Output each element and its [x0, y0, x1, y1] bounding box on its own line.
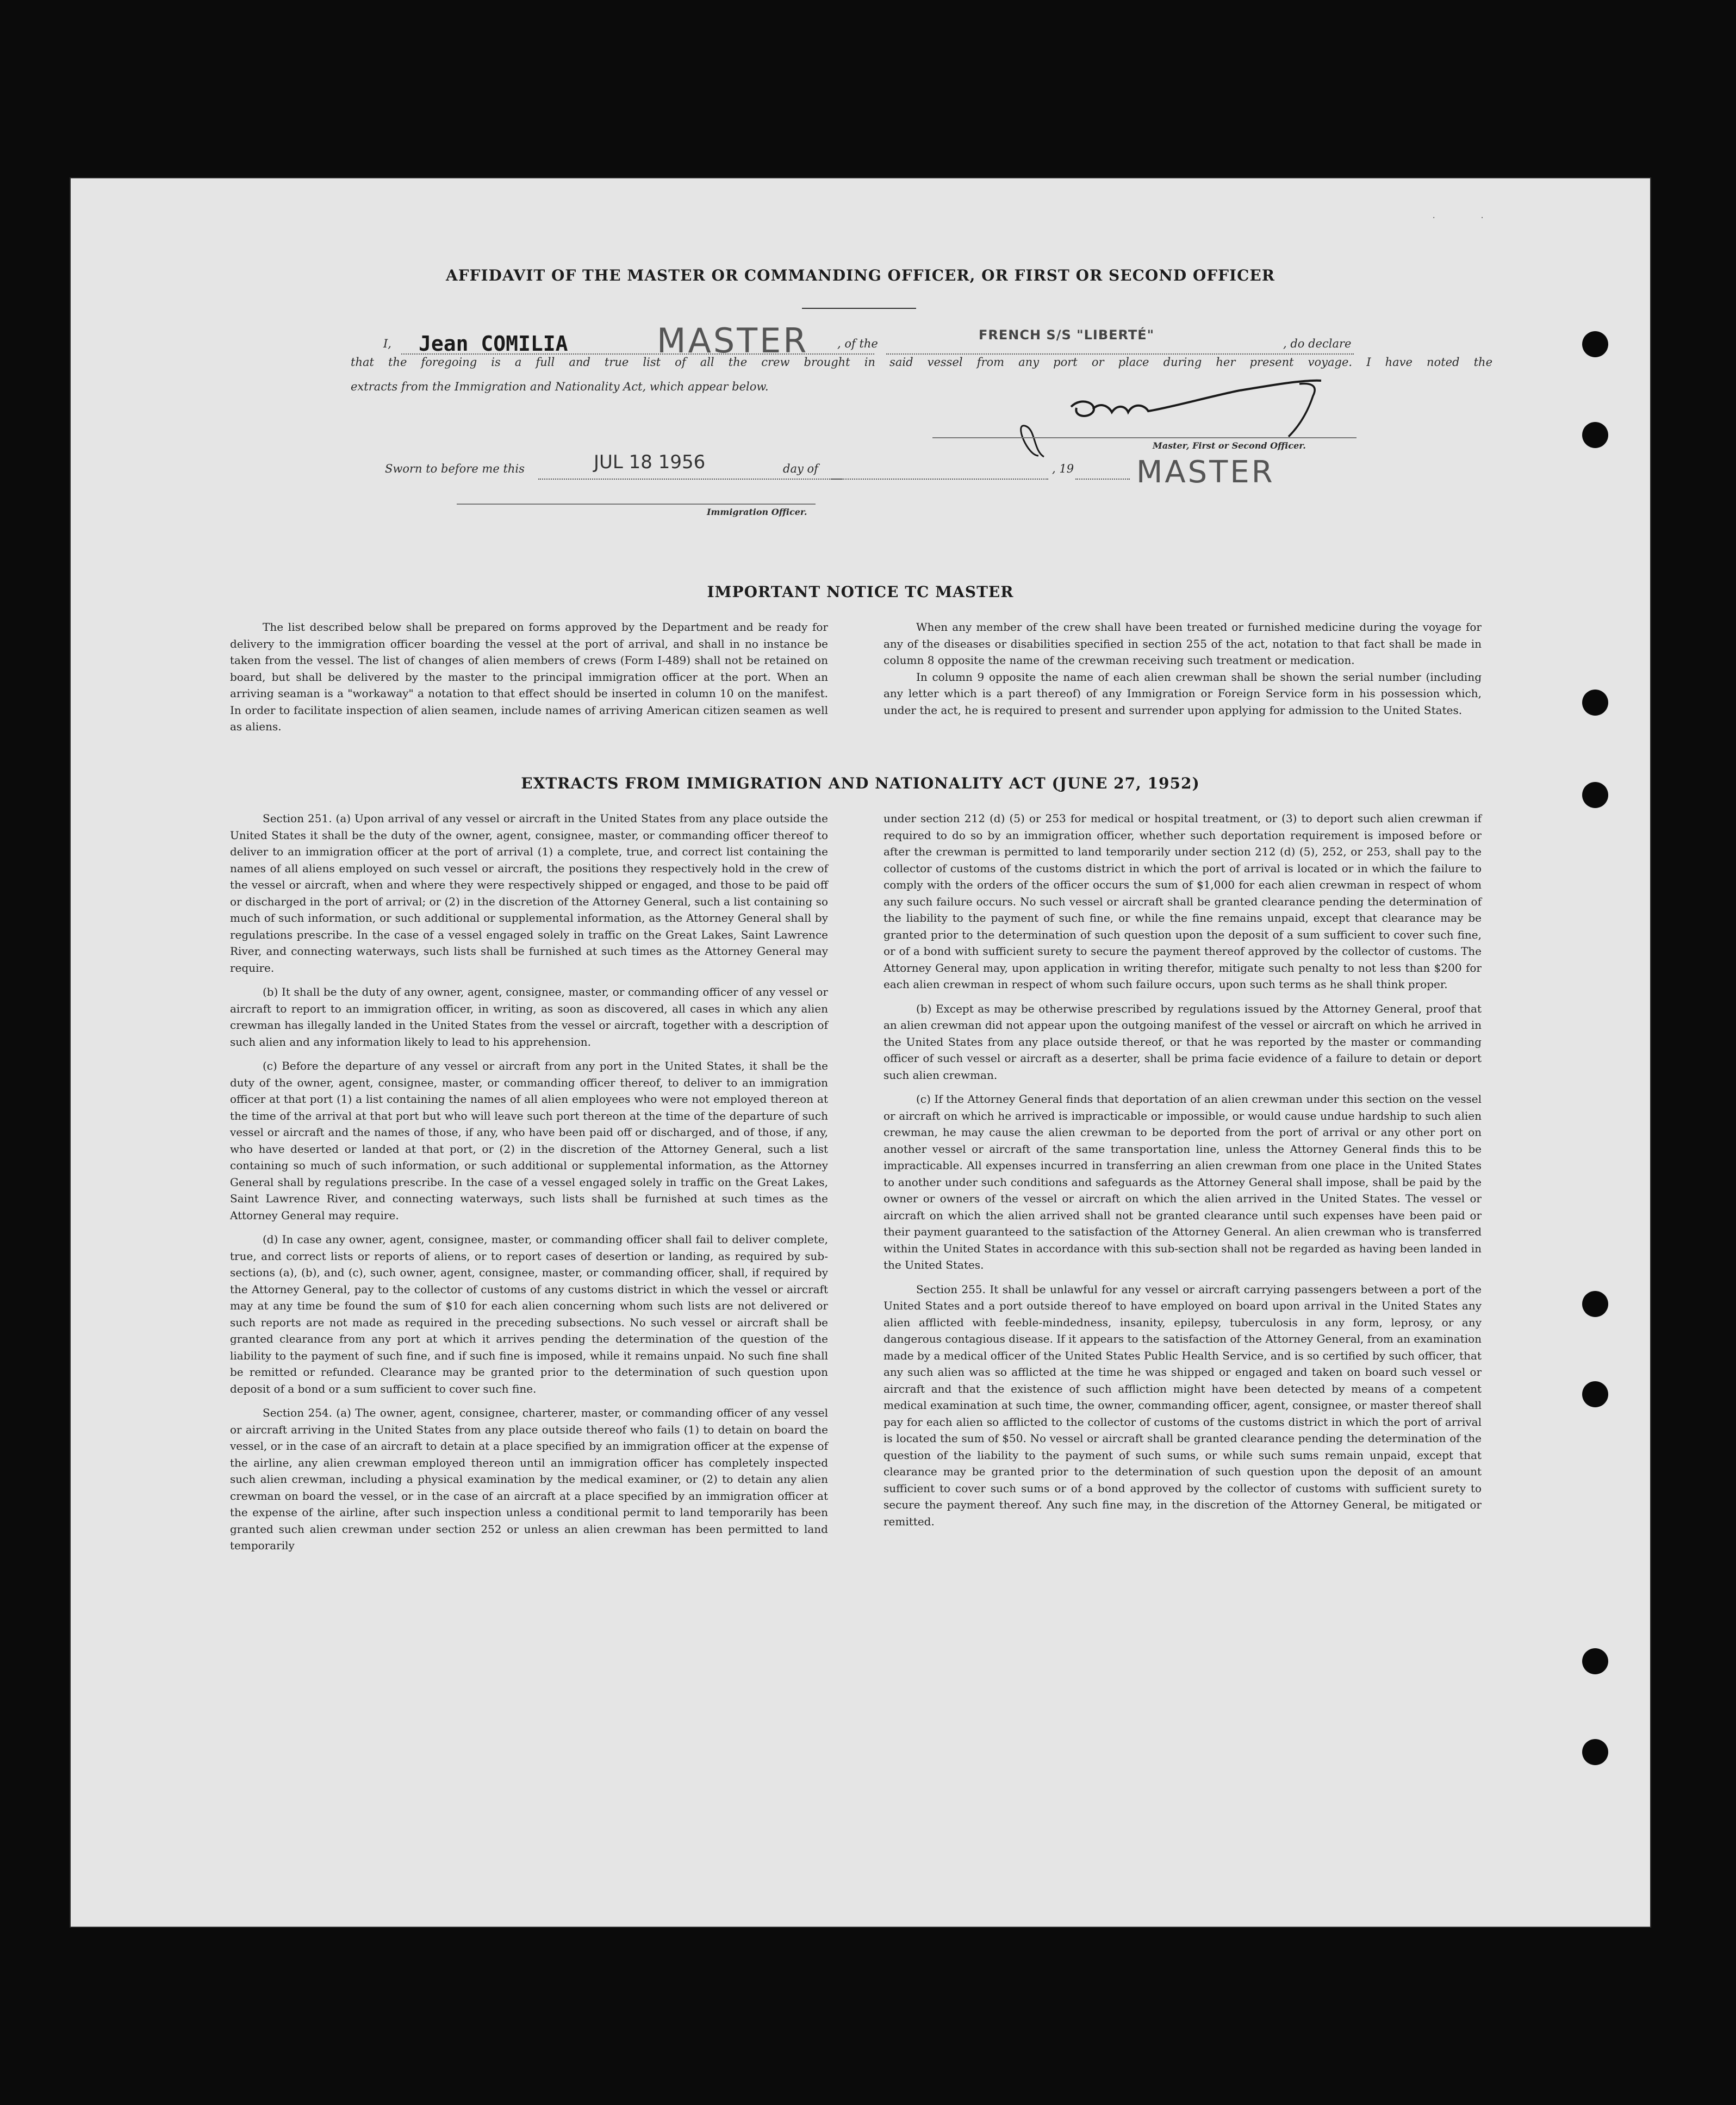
notice-right-paragraph-2: In column 9 opposite the name of each alien crewman shall be shown the serial number (including any letter which is a part thereof) of any Immigration or Foreign Service form in his possession which, under the act, he is required to present and surrender upon applying for admission to the United States. [883, 670, 1482, 717]
sworn-label: Sworn to before me this [385, 462, 525, 475]
section-251a: Section 251. (a) Upon arrival of any vessel or aircraft in the United States from any place outside the United States it shall be the duty of the owner, agent, consignee, master, or commanding officer thereof to deliver to an immigration officer at the port of arrival (1) a complete, true, and correct list containing the names of all aliens employed on such vessel or aircraft, the positions they respectively hold in the crew of the vessel or aircraft, when and where they were respectively shipped or engaged, and those to be paid off or discharged in the port of arrival; or (2) in the discretion of the Attorney General, such a list containing so much of such information, or such additional or supplemental information, as the Attorney General shall by regulations prescribe. In the case of a vessel engaged solely in traffic on the Great Lakes, Saint Lawrence River, and connecting waterways, such lists shall be furnished at such times as the Attorney General may require. [230, 812, 828, 974]
month-line [831, 479, 1048, 480]
section-254b: (b) Except as may be otherwise prescribed by regulations issued by the Attorney General, proof that an alien crewman did not appear upon the outgoing manifest of the vessel or aircraft on which he arrived in the United States from any place outside thereof, or that he was reported by the master or commanding officer of such vessel or aircraft as a deserter, shall be prima facie evidence of a failure to detain or deport such alien crewman. [883, 1002, 1482, 1082]
year-line [1075, 479, 1130, 480]
binder-hole [1582, 1648, 1608, 1674]
officer-line [457, 504, 816, 505]
signature-caption: Master, First or Second Officer. [1153, 440, 1306, 451]
sworn-date-stamp: JUL 18 1956 [594, 451, 706, 473]
do-declare-label: , do declare [1283, 337, 1352, 350]
affidavit-page [71, 178, 1650, 1927]
affidavit-title: AFFIDAVIT OF THE MASTER OR COMMANDING OFFICER, OR FIRST OR SECOND OFFICER [445, 266, 1275, 284]
section-254a: Section 254. (a) The owner, agent, consignee, charterer, master, or commanding officer of any vessel or aircraft arriving in the United States from any place outside thereof who fails (1) to detain on board the vessel, or in the case of an aircraft to detain at a place specified by an immigration officer at the expense of the airline, any alien crewman employed thereon until an immigration officer has completely inspected such alien crewman, including a physical examination by the medical examiner, or (2) to detain any alien crewman on board the vessel, or in the case of an aircraft at a place specified by an immigration officer at the expense of the airline, after such inspection unless a conditional permit to land temporarily has been granted such alien crewman under section 252 or unless an alien crewman has been permitted to land temporarily [230, 1406, 828, 1552]
binder-hole [1582, 1291, 1608, 1317]
master-signature [1006, 374, 1419, 467]
binder-hole [1582, 422, 1608, 448]
binder-hole [1582, 782, 1608, 808]
section-254c: (c) If the Attorney General finds that deportation of an alien crewman under this section on the vessel or aircraft on which he arrived is impracticable or impossible, or would cause undue hardship to such alien crewman, he may cause the alien crewman to be deported from the port of arrival or any other port on another vessel or aircraft of the same transportation line, unless the Attorney General finds this to be impracticable. All expenses incurred in transferring an alien crewman from one place in the United States to another under such conditions and safeguards as the Attorney General shall impose, shall be paid by the owner or owners of the vessel or aircraft on which the alien arrived in the United States. The vessel or aircraft on which the alien arrived shall not be granted clearance until such expenses have been paid or their payment guaranteed to the satisfaction of the Attorney General. An alien crewman who is transferred within the United States in accordance with this sub-section shall not be regarded as having been landed in the United States. [883, 1092, 1482, 1271]
binder-hole [1582, 690, 1608, 716]
of-the-label: , of the [837, 337, 878, 350]
vessel-line [886, 353, 1354, 355]
extracts-title: EXTRACTS FROM IMMIGRATION AND NATIONALITY ACT (JUNE 27, 1952) [521, 774, 1200, 792]
officer-caption: Immigration Officer. [707, 507, 807, 517]
extracts-right-column [883, 810, 1482, 1537]
section-251c: (c) Before the departure of any vessel or aircraft from any port in the United States, it shall be the duty of the owner, agent, consignee, master, or commanding officer thereof, to deliver to an immigration officer at that port (1) a list containing the names of all alien employees who were not employed thereon at the time of the arrival at that port but who will leave such port thereon at the time of the departure of such vessel or aircraft and the names of those, if any, who have been paid off or discharged, and of those, if any, who have deserted or landed at that port, or (2) in the discretion of the Attorney General, such a list containing so much of such information, or such additional or supplemental information, as the Attorney General shall by regulations prescribe. In the case of a vessel engaged solely in traffic on the Great Lakes, Saint Lawrence River, and connecting waterways, such lists shall be furnished at such times as the Attorney General may require. [230, 1059, 828, 1222]
day-of-label: day of [783, 462, 818, 475]
year-prefix: , 19 [1052, 462, 1074, 475]
binder-hole [1582, 1739, 1608, 1765]
extracts-note: extracts from the Immigration and Nationality Act, which appear below. [351, 380, 769, 393]
vessel-name: FRENCH S/S "LIBERTÉ" [979, 327, 1155, 343]
master-name: Jean COMILIA [419, 332, 568, 356]
binder-hole [1582, 1381, 1608, 1407]
title-rule [802, 308, 916, 309]
notice-title: IMPORTANT NOTICE TC MASTER [707, 583, 1014, 601]
section-251d: (d) In case any owner, agent, consignee, master, or commanding officer shall fail to deliver complete, true, and correct lists or reports of aliens, or to report cases of desertion or landing, as required by sub-sections (a), (b), and (c), such owner, agent, consignee, master, or commanding officer, shall, if required by the Attorney General, pay to the collector of customs of any customs district in which the vessel or aircraft may at any time be found the sum of $10 for each alien concerning whom such lists are not delivered or such reports are not made as required in the preceding subsections. No such vessel or aircraft shall be granted clearance from any port at which it arrives pending the determination of the question of the liability to the payment of such fine, and if such fine is imposed, while it remains unpaid. No such fine shall be remitted or refunded. Clearance may be granted prior to the determination of such question upon deposit of a bond or a sum sufficient to cover such fine. [230, 1233, 828, 1395]
margin-specks: · · [1433, 214, 1505, 222]
signature-line [932, 437, 1357, 438]
section-255: Section 255. It shall be unlawful for any vessel or aircraft carrying passengers between a port of the United States and a port outside thereof to have employed on board upon arrival in the United States any alien afflicted with feeble-mindedness, insanity, epilepsy, tuberculosis in any form, leprosy, or any dangerous contagious disease. If it appears to the satisfaction of the Attorney General, from an examination made by a medical officer of the United States Public Health Service, and is so certified by such officer, that any such alien was so afflicted at the time he was shipped or engaged and taken on board such vessel or aircraft and that the existence of such affliction might have been detected by means of a competent medical examination at such time, the owner, commanding officer, agent, consignee, or master thereof shall pay for each alien so afflicted to the collector of customs of the customs district in which the port of arrival is located the sum of $50. No vessel or aircraft shall be granted clearance pending the determination of the question of the liability to the payment of such sums, or while such sums remain unpaid, except that clearance may be granted prior to the determination of such question upon the deposit of an amount sufficient to cover such sums or of a bond approved by the collector of customs with sufficient surety to secure the payment thereof. Any such fine may, in the discretion of the Attorney General, be mitigated or remitted. [883, 1282, 1482, 1528]
declaration-text: that the foregoing is a full and true list of all the crew brought in said vessel from any port or place during her present voyage. I have noted the [351, 356, 1492, 369]
notice-left-paragraph: The list described below shall be prepared on forms approved by the Department and be ready for delivery to the immigration officer boarding the vessel at the port of arrival, and shall in no instance be taken from the vessel. The list of changes of alien members of crews (Form I-489) shall not be retained on board, but shall be delivered by the master to the principal immigration officer at the port. When an arriving seaman is a "workaway" a notation to that effect should be inserted in column 10 on the manifest. In order to facilitate inspection of alien seamen, include names of arriving American citizen seamen as well as aliens. [230, 620, 828, 733]
notice-right-paragraph-1: When any member of the crew shall have been treated or furnished medicine during the voyage for any of the diseases or disabilities specified in section 255 of the act, notation to that fact shall be made in column 8 opposite the name of the crewman receiving such treatment or medication. [883, 620, 1482, 667]
sworn-date-line [538, 479, 843, 480]
binder-hole [1582, 331, 1608, 357]
master-stamp: MASTER [1136, 455, 1275, 490]
rank-stamp: MASTER [657, 321, 809, 361]
notice-right-column [883, 619, 1482, 718]
section-254a-continued: under section 212 (d) (5) or 253 for medical or hospital treatment, or (3) to deport such alien crewman if required to do so by an immigration officer, whether such deportation requirement is imposed before or after the crewman is permitted to land temporarily under section 212 (d) (5), 252, or 253, shall pay to the collector of customs of the customs district in which the port of arrival is located or in which the failure to comply with the orders of the officer occurs the sum of $1,000 for each alien crewman in respect of whom any such failure occurs. No such vessel or aircraft shall be granted clearance pending the determination of the liability to the payment of such fine, or while the fine remains unpaid, except that clearance may be granted prior to the determination of such question upon the deposit of a sum sufficient to cover such fine, or of a bond with sufficient surety to secure the payment thereof approved by the collector of customs. The Attorney General may, upon application in writing therefor, mitigate such penalty to not less than $200 for each alien crewman in respect of whom such failure occurs, upon such terms as he shall think proper. [883, 812, 1482, 991]
section-251b: (b) It shall be the duty of any owner, agent, consignee, master, or commanding officer of any vessel or aircraft to report to an immigration officer, in writing, as soon as discovered, all cases in which any alien crewman has illegally landed in the United States from the vessel or aircraft, together with a description of such alien and any information likely to lead to his apprehension. [230, 985, 828, 1048]
notice-left-column [230, 619, 828, 735]
prefix-i: I, [383, 337, 391, 350]
extracts-left-column [230, 810, 828, 1562]
